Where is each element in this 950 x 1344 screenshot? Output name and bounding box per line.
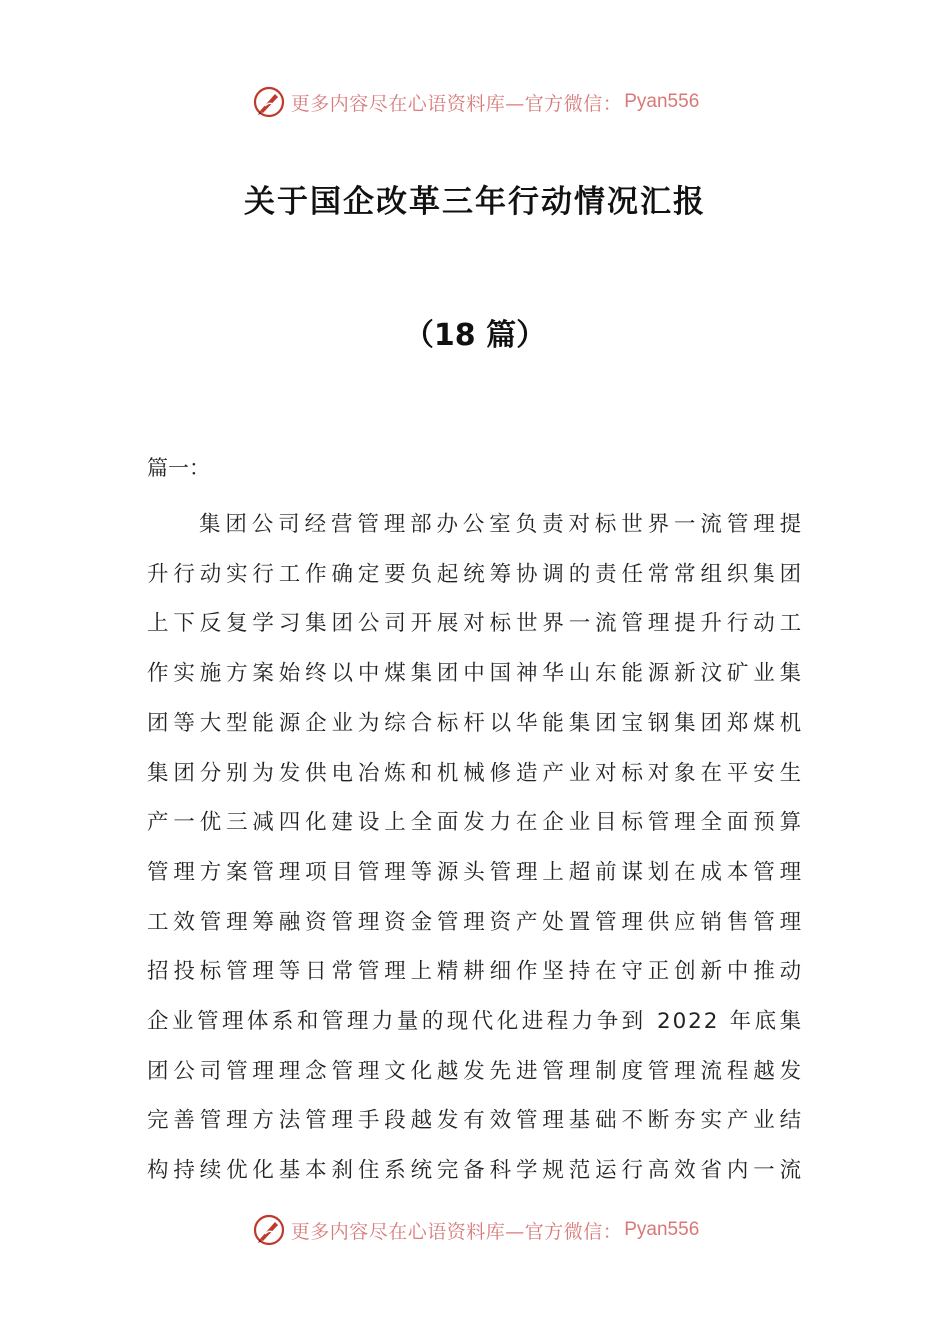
section-label: 篇一： — [147, 456, 210, 480]
document-subtitle: （18 篇） — [403, 318, 547, 353]
paragraph-line: 招投标管理等日常管理上精耕细作坚持在守正创新中推动 — [147, 959, 803, 985]
paragraph-line: 产一优三减四化建设上全面发力在企业目标管理全面预算 — [147, 810, 803, 836]
watermark-text: 更多内容尽在心语资料库—官方微信： — [290, 1220, 623, 1243]
paragraph-line: 上下反复学习集团公司开展对标世界一流管理提升行动工 — [147, 611, 803, 637]
pen-logo-icon — [251, 84, 287, 120]
paragraph-line: 工效管理筹融资管理资金管理资产处置管理供应销售管理 — [147, 909, 803, 935]
paragraph-line: 升行动实行工作确定要负起统筹协调的责任常常组织集团 — [147, 561, 803, 587]
document-title: 关于国企改革三年行动情况汇报 — [244, 184, 706, 220]
paragraph-line: 完善管理方法管理手段越发有效管理基础不断夯实产业结 — [147, 1108, 803, 1134]
paragraph-line: 集团分别为发供电冶炼和机械修造产业对标对象在平安生 — [147, 760, 803, 786]
paragraph-line: 集团公司经营管理部办公室负责对标世界一流管理提 — [199, 512, 803, 537]
body-paragraph — [147, 500, 803, 1196]
pen-logo-icon — [251, 1212, 287, 1248]
footer-watermark — [0, 1210, 950, 1250]
watermark-text: 更多内容尽在心语资料库—官方微信： — [290, 92, 623, 115]
paragraph-line: 企业管理体系和管理力量的现代化进程力争到 2022 年底集 — [147, 1009, 803, 1035]
paragraph-line: 作实施方案始终以中煤集团中国神华山东能源新汶矿业集 — [147, 661, 803, 687]
paragraph-line: 管理方案管理项目管理等源头管理上超前谋划在成本管理 — [147, 859, 803, 885]
header-watermark — [0, 82, 950, 122]
paragraph-line: 团公司管理理念管理文化越发先进管理制度管理流程越发 — [147, 1058, 803, 1084]
paragraph-line: 团等大型能源企业为综合标杆以华能集团宝钢集团郑煤机 — [147, 710, 803, 736]
paragraph-line: 构持续优化基本刹住系统完备科学规范运行高效省内一流 — [147, 1158, 803, 1184]
watermark-wechat-id: Pyan556 — [624, 1219, 700, 1240]
watermark-wechat-id: Pyan556 — [624, 91, 700, 112]
